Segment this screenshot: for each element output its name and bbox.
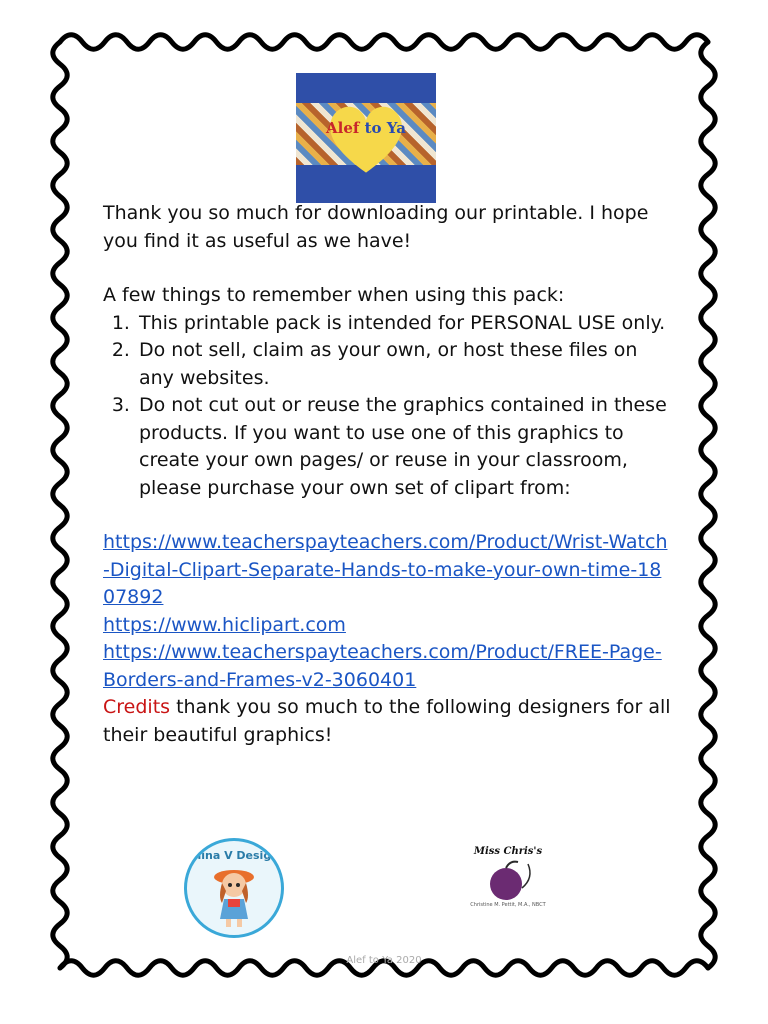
rules-list [103, 310, 673, 503]
link-hiclipart[interactable]: https://www.hiclipart.com [103, 613, 346, 636]
alef-to-ya-logo [296, 73, 436, 203]
credits-text: thank you so much to the following designers for all their beautiful graphics! [103, 696, 671, 746]
miss-chris-subtitle: Christine M. Pettit, M.A., NBCT [470, 902, 546, 908]
alina-v-design-logo [184, 838, 284, 938]
miss-chris-logo [466, 846, 550, 914]
credits-label: Credits [103, 696, 171, 718]
footer-copyright: Alef to Ya 2020 [346, 955, 422, 966]
rule-item: 1. This printable pack is intended for PERSONAL USE only. [136, 310, 673, 338]
intro-paragraph: Thank you so much for downloading our printable. I hope you find it as useful as we have! [103, 202, 649, 252]
miss-chris-name: Miss Chris's [473, 846, 543, 857]
alina-brand-text: Alina V Design [188, 849, 280, 862]
link-wrist-watch-clipart[interactable]: https://www.teacherspayteachers.com/Product/Wrist-Watch-Digital-Clipart-Separate-Hands-to-make-your-own-time-1807892 [103, 531, 668, 608]
logo-word-to-ya: to Ya [364, 119, 406, 137]
credits-paragraph [103, 694, 673, 749]
reminder-heading: A few things to remember when using this pack: [103, 284, 565, 306]
logo-word-alef: Alef [326, 119, 360, 137]
heart-icon [324, 97, 408, 181]
border-wave-segment [701, 42, 715, 968]
document-body [103, 200, 673, 749]
link-page-borders[interactable]: https://www.teacherspayteachers.com/Product/FREE-Page-Borders-and-Frames-v2-3060401 [103, 641, 662, 691]
rule-item: 2. Do not sell, claim as your own, or host these files on any websites. [136, 337, 673, 392]
girl-illustration-icon [204, 863, 264, 929]
clipart-links [103, 529, 673, 694]
rule-item: 3. Do not cut out or reuse the graphics contained in these products. If you want to use one of this graphics to create your own pages/ or reuse in your classroom, please purchase your own set of clipart from: [136, 392, 673, 502]
border-wave-segment [60, 35, 708, 49]
pencil-apple-icon [478, 858, 538, 902]
logo-text [296, 119, 436, 137]
border-wave-segment [53, 42, 67, 968]
